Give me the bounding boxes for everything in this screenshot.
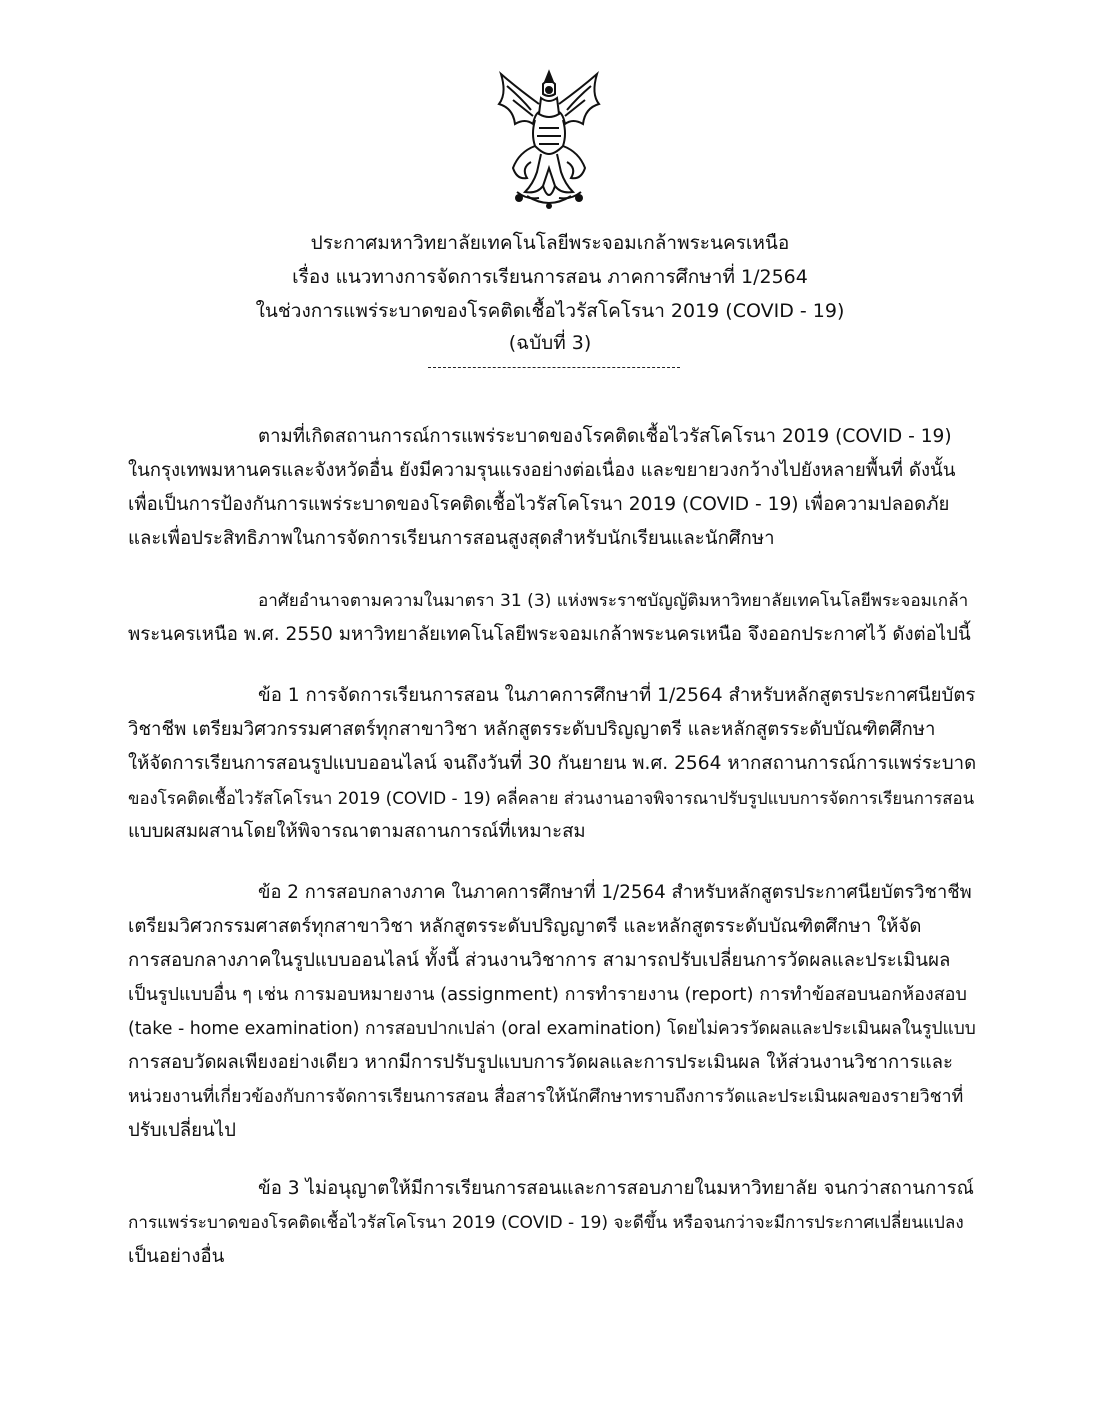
paragraph-line: การสอบกลางภาคในรูปแบบออนไลน์ ทั้งนี้ ส่วนงานวิชาการ สามารถปรับเปลี่ยนการวัดผลและประเมินผล [128, 950, 951, 971]
paragraph-line: พระนครเหนือ พ.ศ. 2550 มหาวิทยาลัยเทคโนโลยีพระจอมเกล้าพระนครเหนือ จึงออกประกาศไว้ ดังต่อไปนี้ [128, 624, 971, 645]
paragraph-line: ข้อ 3 ไม่อนุญาตให้มีการเรียนการสอนและการสอบภายในมหาวิทยาลัย จนกว่าสถานการณ์ [258, 1178, 974, 1199]
paragraph-line: ข้อ 1 การจัดการเรียนการสอน ในภาคการศึกษาที่ 1/2564 สำหรับหลักสูตรประกาศนียบัตร [258, 685, 976, 706]
paragraph-line: เพื่อเป็นการป้องกันการแพร่ระบาดของโรคติดเชื้อไวรัสโคโรนา 2019 (COVID - 19) เพื่อความปลอดภัย [128, 494, 950, 515]
paragraph-line: การสอบวัดผลเพียงอย่างเดียว หากมีการปรับรูปแบบการวัดผลและการประเมินผล ให้ส่วนงานวิชาการและ [128, 1052, 953, 1073]
paragraph-line: วิชาชีพ เตรียมวิศวกรรมศาสตร์ทุกสาขาวิชา หลักสูตรระดับปริญญาตรี และหลักสูตรระดับบัณฑิตศึกษา [128, 719, 936, 740]
paragraph-authority [128, 584, 976, 652]
paragraph-background [128, 420, 976, 556]
clause-3 [128, 1172, 976, 1274]
paragraph-line: ข้อ 2 การสอบกลางภาค ในภาคการศึกษาที่ 1/2564 สำหรับหลักสูตรประกาศนียบัตรวิชาชีพ [258, 882, 972, 903]
paragraph-line: และเพื่อประสิทธิภาพในการจัดการเรียนการสอนสูงสุดสำหรับนักเรียนและนักศึกษา [128, 528, 775, 549]
announcement-context: ในช่วงการแพร่ระบาดของโรคติดเชื้อไวรัสโคโรนา 2019 (COVID - 19) [255, 300, 845, 322]
clause-1 [128, 679, 976, 849]
paragraph-line: ปรับเปลี่ยนไป [128, 1120, 236, 1141]
clause-2 [128, 876, 976, 1148]
announcement-title: ประกาศมหาวิทยาลัยเทคโนโลยีพระจอมเกล้าพระนครเหนือ [310, 232, 790, 254]
paragraph-line: เป็นอย่างอื่น [128, 1246, 225, 1267]
paragraph-line: แบบผสมผสานโดยให้พิจารณาตามสถานการณ์ที่เหมาะสม [128, 821, 586, 842]
paragraph-line: ให้จัดการเรียนการสอนรูปแบบออนไลน์ จนถึงวันที่ 30 กันยายน พ.ศ. 2564 หากสถานการณ์การแพร่ระบาด [128, 753, 977, 774]
announcement-edition: (ฉบับที่ 3) [508, 332, 592, 354]
paragraph-line: ตามที่เกิดสถานการณ์การแพร่ระบาดของโรคติดเชื้อไวรัสโคโรนา 2019 (COVID - 19) [258, 426, 952, 447]
paragraph-line: ของโรคติดเชื้อไวรัสโคโรนา 2019 (COVID - 19) คลี่คลาย ส่วนงานอาจพิจารณาปรับรูปแบบการจัดการเรียนการสอน [128, 788, 975, 808]
paragraph-line: อาศัยอำนาจตามความในมาตรา 31 (3) แห่งพระราชบัญญัติมหาวิทยาลัยเทคโนโลยีพระจอมเกล้า [258, 591, 969, 611]
paragraph-line: หน่วยงานที่เกี่ยวข้องกับการจัดการเรียนการสอน สื่อสารให้นักศึกษาทราบถึงการวัดและประเมินผลของรายวิชาที่ [128, 1087, 964, 1107]
paragraph-line: เตรียมวิศวกรรมศาสตร์ทุกสาขาวิชา หลักสูตรระดับปริญญาตรี และหลักสูตรระดับบัณฑิตศึกษา ให้จัด [128, 916, 922, 937]
paragraph-line: เป็นรูปแบบอื่น ๆ เช่น การมอบหมายงาน (assignment) การทำรายงาน (report) การทำข้อสอบนอกห้องสอบ [128, 984, 967, 1005]
announcement-subject: เรื่อง แนวทางการจัดการเรียนการสอน ภาคการศึกษาที่ 1/2564 [292, 266, 808, 288]
paragraph-line: ในกรุงเทพมหานครและจังหวัดอื่น ยังมีความรุนแรงอย่างต่อเนื่อง และขยายวงกว้างไปยังหลายพื้นที่ ดังนั้น [128, 460, 956, 481]
paragraph-line: (take - home examination) การสอบปากเปล่า (oral examination) โดยไม่ควรวัดผลและประเมินผลในรูปแบบ [128, 1019, 976, 1039]
paragraph-line: การแพร่ระบาดของโรคติดเชื้อไวรัสโคโรนา 2019 (COVID - 19) จะดีขึ้น หรือจนกว่าจะมีการประกาศเปลี่ยนแปลง [128, 1213, 964, 1233]
title-divider [428, 367, 680, 368]
garuda-emblem [487, 68, 611, 210]
